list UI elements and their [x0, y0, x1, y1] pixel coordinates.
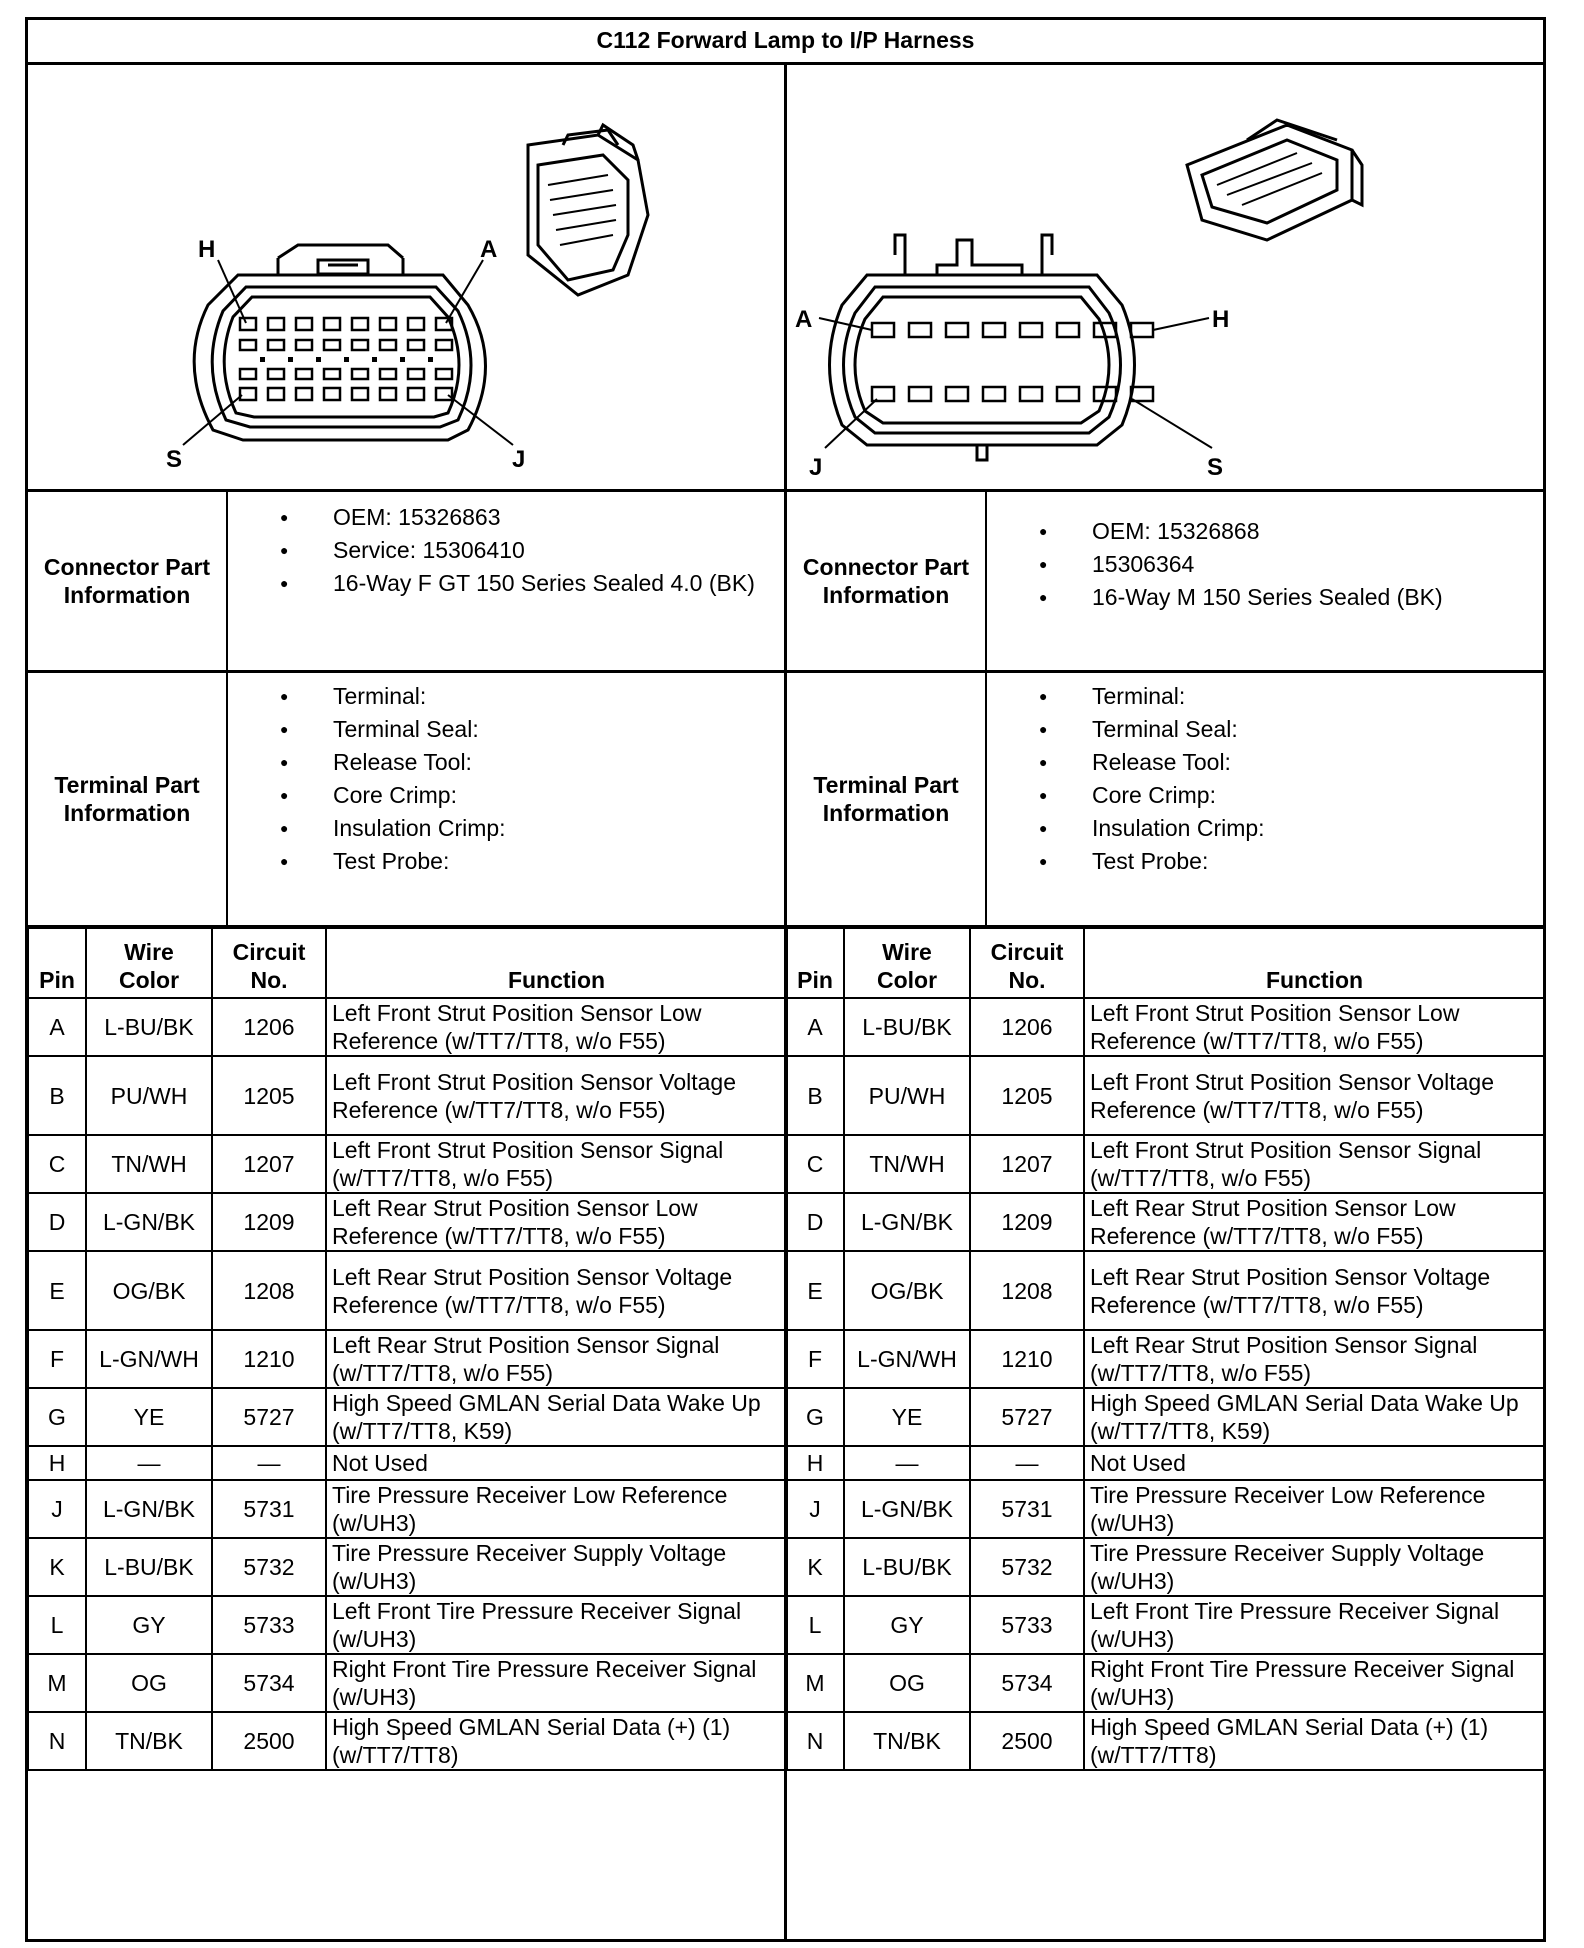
page-title: C112 Forward Lamp to I/P Harness [28, 20, 1543, 65]
wire-color-cell: — [86, 1446, 212, 1480]
wire-color-cell: L-BU/BK [86, 998, 212, 1056]
table-row [28, 1596, 787, 1654]
diagram-label-a: A [795, 306, 813, 333]
pin-cell: N [786, 1712, 844, 1770]
table-row [786, 1388, 1545, 1446]
pin-cell: L [28, 1596, 86, 1654]
diagram-label-a: A [480, 236, 498, 263]
list-item: ● Test Probe: [228, 845, 768, 878]
function-cell: High Speed GMLAN Serial Data Wake Up (w/TT7/TT8, K59) [326, 1388, 787, 1446]
wire-color-cell: L-GN/BK [844, 1480, 970, 1538]
function-cell: High Speed GMLAN Serial Data (+) (1) (w/TT7/TT8) [326, 1712, 787, 1770]
pin-cell: M [28, 1654, 86, 1712]
circuit-cell: — [970, 1446, 1084, 1480]
wire-color-cell: TN/WH [844, 1135, 970, 1193]
function-cell: Left Rear Strut Position Sensor Signal (w/TT7/TT8, w/o F55) [1084, 1330, 1545, 1388]
wire-color-cell: L-GN/BK [86, 1480, 212, 1538]
function-cell: Left Rear Strut Position Sensor Low Reference (w/TT7/TT8, w/o F55) [1084, 1193, 1545, 1251]
function-cell: High Speed GMLAN Serial Data (+) (1) (w/TT7/TT8) [1084, 1712, 1545, 1770]
list-item: ● Release Tool: [987, 746, 1527, 779]
list-item: ● Terminal: [228, 680, 768, 713]
table-row [28, 1480, 787, 1538]
wire-color-cell: TN/BK [844, 1712, 970, 1770]
pin-cell: F [28, 1330, 86, 1388]
left-terminal-label: Terminal Part Information [54, 772, 200, 826]
right-connector-list [987, 515, 1527, 614]
wire-color-cell: L-GN/BK [844, 1193, 970, 1251]
right-terminal-list [987, 680, 1527, 878]
list-item: ● Test Probe: [987, 845, 1527, 878]
wire-color-cell: — [844, 1446, 970, 1480]
list-item: ● Terminal Seal: [228, 713, 768, 746]
pinout-sheet [25, 17, 1546, 1942]
function-cell: Left Front Strut Position Sensor Voltage Reference (w/TT7/TT8, w/o F55) [326, 1056, 787, 1135]
function-cell: Left Front Tire Pressure Receiver Signal (w/UH3) [326, 1596, 787, 1654]
table-row [786, 1596, 1545, 1654]
header-circuit: Circuit No. [970, 928, 1084, 998]
table-row [786, 998, 1545, 1056]
right-terminal-label: Terminal Part Information [813, 772, 959, 826]
header-function: Function [1084, 928, 1545, 998]
wire-color-cell: YE [844, 1388, 970, 1446]
pin-cell: J [28, 1480, 86, 1538]
list-item: ● Release Tool: [228, 746, 768, 779]
function-cell: Tire Pressure Receiver Supply Voltage (w/UH3) [326, 1538, 787, 1596]
pin-cell: L [786, 1596, 844, 1654]
circuit-cell: 5733 [212, 1596, 326, 1654]
diagram-label-j: J [809, 454, 823, 481]
circuit-cell: 2500 [970, 1712, 1084, 1770]
diagram-label-j: J [512, 446, 526, 473]
circuit-cell: 1207 [970, 1135, 1084, 1193]
wire-color-cell: GY [844, 1596, 970, 1654]
circuit-cell: 5734 [212, 1654, 326, 1712]
pin-cell: H [786, 1446, 844, 1480]
wire-color-cell: OG/BK [86, 1251, 212, 1330]
circuit-cell: 5727 [970, 1388, 1084, 1446]
wire-color-cell: L-GN/BK [86, 1193, 212, 1251]
wire-color-cell: GY [86, 1596, 212, 1654]
table-row [28, 1056, 787, 1135]
right-pin-table [785, 927, 1546, 1771]
header-function: Function [326, 928, 787, 998]
wire-color-cell: TN/BK [86, 1712, 212, 1770]
left-connector-list [228, 501, 768, 600]
wire-color-cell: TN/WH [86, 1135, 212, 1193]
pin-cell: E [786, 1251, 844, 1330]
list-item: ● Core Crimp: [228, 779, 768, 812]
list-item: ● Service: 15306410 [228, 534, 768, 567]
list-item: ● OEM: 15326868 [987, 515, 1527, 548]
circuit-cell: 5733 [970, 1596, 1084, 1654]
wire-color-cell: OG [844, 1654, 970, 1712]
wire-color-cell: L-BU/BK [844, 1538, 970, 1596]
function-cell: High Speed GMLAN Serial Data Wake Up (w/TT7/TT8, K59) [1084, 1388, 1545, 1446]
function-cell: Not Used [1084, 1446, 1545, 1480]
circuit-cell: 5732 [212, 1538, 326, 1596]
list-item: ● Insulation Crimp: [987, 812, 1527, 845]
wire-color-cell: PU/WH [844, 1056, 970, 1135]
table-row [786, 1480, 1545, 1538]
circuit-cell: 1206 [212, 998, 326, 1056]
table-row [786, 1135, 1545, 1193]
wire-color-cell: YE [86, 1388, 212, 1446]
function-cell: Left Rear Strut Position Sensor Voltage Reference (w/TT7/TT8, w/o F55) [326, 1251, 787, 1330]
function-cell: Right Front Tire Pressure Receiver Signal (w/UH3) [1084, 1654, 1545, 1712]
function-cell: Tire Pressure Receiver Low Reference (w/UH3) [1084, 1480, 1545, 1538]
table-row [786, 1251, 1545, 1330]
table-row [28, 1330, 787, 1388]
table-row [28, 1446, 787, 1480]
table-row [28, 1538, 787, 1596]
wire-color-cell: OG [86, 1654, 212, 1712]
circuit-cell: — [212, 1446, 326, 1480]
list-item: ● 16-Way F GT 150 Series Sealed 4.0 (BK) [228, 567, 768, 600]
function-cell: Left Front Strut Position Sensor Low Reference (w/TT7/TT8, w/o F55) [326, 998, 787, 1056]
list-item: ● Terminal: [987, 680, 1527, 713]
pin-cell: C [786, 1135, 844, 1193]
table-row [786, 1712, 1545, 1770]
function-cell: Right Front Tire Pressure Receiver Signal (w/UH3) [326, 1654, 787, 1712]
male-connector-diagram [787, 65, 1543, 489]
circuit-cell: 1208 [212, 1251, 326, 1330]
pin-cell: J [786, 1480, 844, 1538]
header-pin: Pin [28, 928, 86, 998]
table-row [786, 1330, 1545, 1388]
pin-cell: H [28, 1446, 86, 1480]
wire-color-cell: L-BU/BK [844, 998, 970, 1056]
function-cell: Tire Pressure Receiver Low Reference (w/UH3) [326, 1480, 787, 1538]
pin-cell: M [786, 1654, 844, 1712]
pin-cell: E [28, 1251, 86, 1330]
function-cell: Left Rear Strut Position Sensor Voltage Reference (w/TT7/TT8, w/o F55) [1084, 1251, 1545, 1330]
connector-iso-view [1187, 120, 1362, 240]
circuit-cell: 1209 [212, 1193, 326, 1251]
pin-cell: D [28, 1193, 86, 1251]
table-row [28, 1193, 787, 1251]
right-connector-label: Connector Part Information [802, 554, 970, 608]
table-row [786, 1446, 1545, 1480]
table-row [786, 1193, 1545, 1251]
wire-color-cell: L-BU/BK [86, 1538, 212, 1596]
female-connector-diagram [28, 65, 784, 489]
table-row [786, 1056, 1545, 1135]
wire-color-cell: OG/BK [844, 1251, 970, 1330]
diagram-label-s: S [1207, 454, 1224, 481]
pin-cell: A [786, 998, 844, 1056]
circuit-cell: 1206 [970, 998, 1084, 1056]
circuit-cell: 1205 [970, 1056, 1084, 1135]
header-wire-color: Wire Color [844, 928, 970, 998]
pin-cell: G [28, 1388, 86, 1446]
table-row [28, 1712, 787, 1770]
pin-row-bottom [872, 387, 1153, 401]
table-row [28, 1135, 787, 1193]
function-cell: Left Front Strut Position Sensor Low Reference (w/TT7/TT8, w/o F55) [1084, 998, 1545, 1056]
pin-row-top [240, 318, 452, 350]
pin-row-bottom [240, 369, 452, 400]
table-row [28, 1251, 787, 1330]
header-circuit: Circuit No. [212, 928, 326, 998]
function-cell: Left Rear Strut Position Sensor Low Reference (w/TT7/TT8, w/o F55) [326, 1193, 787, 1251]
function-cell: Not Used [326, 1446, 787, 1480]
diagram-label-h: H [1212, 306, 1230, 333]
pin-cell: N [28, 1712, 86, 1770]
diagram-label-h: H [198, 236, 216, 263]
left-terminal-list [228, 680, 768, 878]
function-cell: Left Front Tire Pressure Receiver Signal (w/UH3) [1084, 1596, 1545, 1654]
circuit-cell: 2500 [212, 1712, 326, 1770]
pin-cell: D [786, 1193, 844, 1251]
left-pin-table [27, 927, 788, 1771]
table-row [28, 1388, 787, 1446]
diagram-label-s: S [166, 446, 183, 473]
list-item: ● 15306364 [987, 548, 1527, 581]
circuit-cell: 5731 [970, 1480, 1084, 1538]
circuit-cell: 1207 [212, 1135, 326, 1193]
function-cell: Left Front Strut Position Sensor Signal (w/TT7/TT8, w/o F55) [326, 1135, 787, 1193]
pin-cell: K [786, 1538, 844, 1596]
list-item: ● OEM: 15326863 [228, 501, 768, 534]
pin-cell: G [786, 1388, 844, 1446]
header-pin: Pin [786, 928, 844, 998]
function-cell: Left Rear Strut Position Sensor Signal (w/TT7/TT8, w/o F55) [326, 1330, 787, 1388]
left-connector-label: Connector Part Information [43, 554, 211, 608]
circuit-cell: 1210 [212, 1330, 326, 1388]
list-item: ● Insulation Crimp: [228, 812, 768, 845]
circuit-cell: 1210 [970, 1330, 1084, 1388]
connector-divider [28, 670, 1543, 673]
wire-color-cell: PU/WH [86, 1056, 212, 1135]
pin-cell: A [28, 998, 86, 1056]
pin-row-top [872, 323, 1153, 337]
circuit-cell: 5734 [970, 1654, 1084, 1712]
function-cell: Left Front Strut Position Sensor Signal (w/TT7/TT8, w/o F55) [1084, 1135, 1545, 1193]
pin-cell: C [28, 1135, 86, 1193]
diagram-divider [28, 489, 1543, 492]
pin-cell: K [28, 1538, 86, 1596]
function-cell: Left Front Strut Position Sensor Voltage Reference (w/TT7/TT8, w/o F55) [1084, 1056, 1545, 1135]
list-item: ● Terminal Seal: [987, 713, 1527, 746]
pin-cell: B [28, 1056, 86, 1135]
circuit-cell: 1208 [970, 1251, 1084, 1330]
connector-iso-view [528, 125, 648, 295]
wire-color-cell: L-GN/WH [86, 1330, 212, 1388]
list-item: ● 16-Way M 150 Series Sealed (BK) [987, 581, 1527, 614]
table-row [28, 998, 787, 1056]
wire-color-cell: L-GN/WH [844, 1330, 970, 1388]
pin-cell: B [786, 1056, 844, 1135]
table-row [786, 1654, 1545, 1712]
circuit-cell: 5731 [212, 1480, 326, 1538]
circuit-cell: 1205 [212, 1056, 326, 1135]
header-wire-color: Wire Color [86, 928, 212, 998]
circuit-cell: 1209 [970, 1193, 1084, 1251]
function-cell: Tire Pressure Receiver Supply Voltage (w/UH3) [1084, 1538, 1545, 1596]
pin-cell: F [786, 1330, 844, 1388]
list-item: ● Core Crimp: [987, 779, 1527, 812]
connector-front-view [830, 235, 1135, 460]
circuit-cell: 5727 [212, 1388, 326, 1446]
circuit-cell: 5732 [970, 1538, 1084, 1596]
table-row [786, 1538, 1545, 1596]
table-row [28, 1654, 787, 1712]
